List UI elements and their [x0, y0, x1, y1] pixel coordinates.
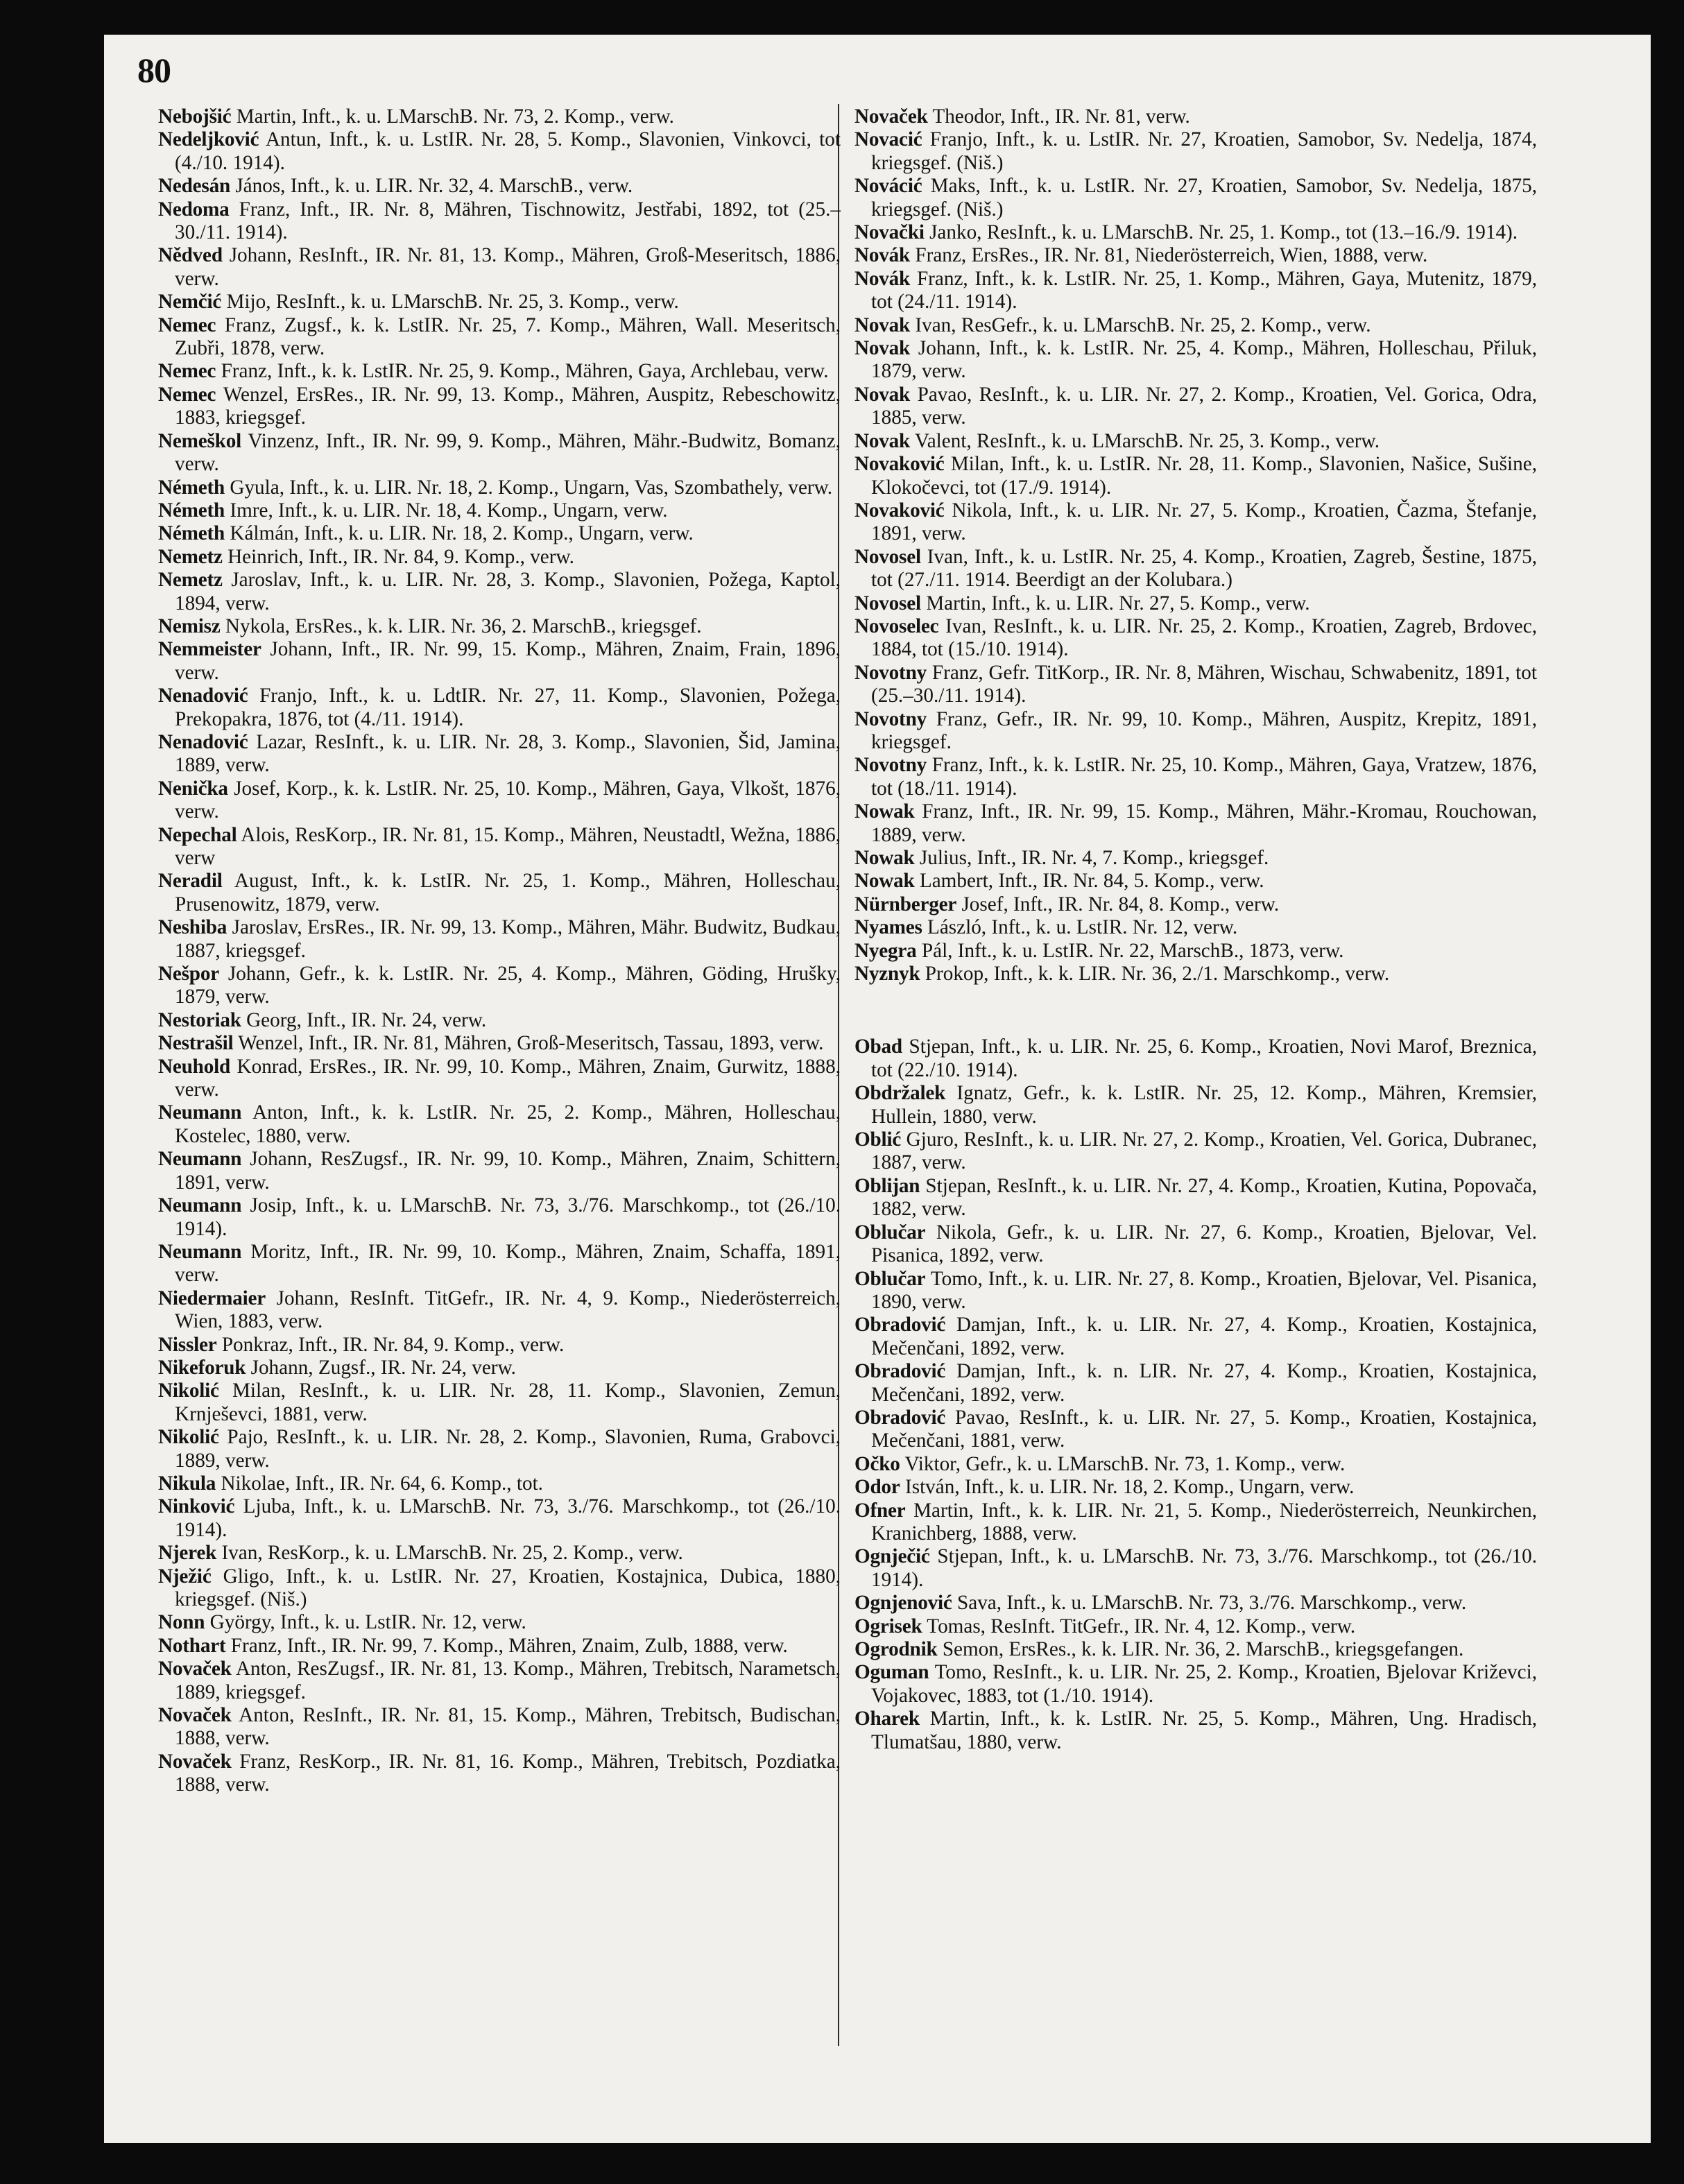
- entry-details: Stjepan, Inft., k. u. LIR. Nr. 25, 6. Komp., Kroatien, Novi Marof, Breznica, tot (22./10. 1914).: [871, 1035, 1537, 1081]
- entry-surname: Neuhold: [158, 1055, 231, 1078]
- entry-details: Nikola, Gefr., k. u. LIR. Nr. 27, 6. Komp., Kroatien, Bjelovar, Vel. Pisanica, 1892, verw.: [871, 1221, 1537, 1267]
- entry-surname: Novaković: [854, 453, 945, 476]
- entry-surname: Ninković: [158, 1495, 235, 1518]
- casualty-entry: [854, 1476, 1537, 1499]
- entry-details: Julius, Inft., IR. Nr. 4, 7. Komp., kriegsgef.: [914, 847, 1269, 869]
- entry-surname: Odor: [854, 1476, 900, 1499]
- entry-details: György, Inft., k. u. LstIR. Nr. 12, verw.: [205, 1611, 526, 1634]
- entry-surname: Neshiba: [158, 916, 227, 939]
- entry-surname: Njerek: [158, 1542, 217, 1565]
- casualty-entry: [854, 893, 1537, 916]
- casualty-entry: [158, 1704, 841, 1751]
- entry-surname: Nikula: [158, 1472, 216, 1495]
- entry-surname: Nemec: [158, 383, 216, 406]
- entry-surname: Novaček: [158, 1750, 232, 1773]
- entry-surname: Novotny: [854, 754, 927, 777]
- entry-details: Martin, Inft., k. k. LIR. Nr. 21, 5. Komp., Niederösterreich, Neunkirchen, Kranichberg, 1888, verw.: [871, 1499, 1537, 1545]
- entry-details: Sava, Inft., k. u. LMarschB. Nr. 73, 3./76. Marschkomp., verw.: [952, 1592, 1467, 1615]
- entry-details: Maks, Inft., k. u. LstIR. Nr. 27, Kroatien, Samobor, Sv. Nedelja, 1875, kriegsgef. (Niš.): [871, 175, 1537, 221]
- entry-details: Franz, ErsRes., IR. Nr. 81, Niederösterreich, Wien, 1888, verw.: [910, 244, 1428, 267]
- entry-details: Wenzel, ErsRes., IR. Nr. 99, 13. Komp., Mähren, Auspitz, Rebeschowitz, 1883, kriegsgef.: [175, 383, 841, 429]
- entry-details: Alois, ResKorp., IR. Nr. 81, 15. Komp., Mähren, Neustadtl, Wežna, 1886, verw: [175, 823, 841, 869]
- left-column: [158, 105, 841, 1797]
- entry-details: Lazar, ResInft., k. u. LIR. Nr. 28, 3. Komp., Slavonien, Šid, Jamina, 1889, verw.: [175, 730, 841, 777]
- casualty-entry: [158, 244, 841, 291]
- entry-surname: Németh: [158, 522, 225, 545]
- casualty-entry: [158, 1472, 841, 1495]
- entry-surname: Nemec: [158, 360, 216, 383]
- casualty-entry: [158, 1635, 841, 1658]
- entry-surname: Neumann: [158, 1194, 242, 1217]
- entry-surname: Nonn: [158, 1611, 205, 1634]
- entry-details: August, Inft., k. k. LstIR. Nr. 25, 1. Komp., Mähren, Holleschau, Prusenowitz, 1879, verw.: [175, 870, 841, 915]
- entry-details: Josef, Korp., k. k. LstIR. Nr. 25, 10. Komp., Mähren, Gaya, Vlkošt, 1876, verw.: [175, 777, 841, 823]
- entry-surname: Oblijan: [854, 1174, 920, 1197]
- casualty-entry: [854, 453, 1537, 499]
- entry-surname: Novak: [854, 429, 911, 452]
- casualty-entry: [158, 1334, 841, 1357]
- entry-surname: Očko: [854, 1452, 900, 1475]
- entry-surname: Nowak: [854, 870, 915, 893]
- casualty-entry: [158, 1357, 841, 1379]
- casualty-entry: [854, 1082, 1537, 1128]
- entry-details: Johann, Gefr., k. k. LstIR. Nr. 25, 4. Komp., Mähren, Göding, Hrušky, 1879, verw.: [175, 963, 841, 1008]
- entry-surname: Neumann: [158, 1148, 242, 1171]
- entry-surname: Obdržalek: [854, 1082, 946, 1105]
- casualty-entry: [158, 963, 841, 1009]
- entry-surname: Novaček: [854, 105, 928, 128]
- entry-surname: Ofner: [854, 1499, 906, 1522]
- entry-surname: Novácić: [854, 175, 922, 198]
- entry-surname: Oguman: [854, 1661, 929, 1684]
- casualty-entry: [854, 268, 1537, 314]
- entry-surname: Obad: [854, 1035, 902, 1058]
- entry-surname: Nikolić: [158, 1426, 219, 1449]
- entry-surname: Nissler: [158, 1333, 217, 1356]
- casualty-entry: [854, 1592, 1537, 1615]
- entry-details: Gligo, Inft., k. u. LstIR. Nr. 27, Kroatien, Kostajnica, Dubica, 1880, kriegsgef. (Niš.): [175, 1565, 841, 1610]
- entry-details: Franz, Inft., k. k. LstIR. Nr. 25, 9. Komp., Mähren, Gaya, Archlebau, verw.: [216, 360, 829, 383]
- casualty-entry: [854, 1128, 1537, 1175]
- casualty-entry: [854, 1360, 1537, 1407]
- entry-details: Franz, Zugsf., k. k. LstIR. Nr. 25, 7. Komp., Mähren, Wall. Meseritsch, Zubři, 1878, verw.: [175, 313, 841, 360]
- entry-details: Anton, ResInft., IR. Nr. 81, 15. Komp., Mähren, Trebitsch, Budischan, 1888, verw.: [175, 1704, 841, 1750]
- casualty-entry: [854, 1638, 1537, 1661]
- casualty-entry: [158, 615, 841, 638]
- casualty-entry: [854, 546, 1537, 592]
- casualty-entry: [854, 337, 1537, 384]
- casualty-entry: [158, 870, 841, 916]
- entry-surname: Oblić: [854, 1128, 902, 1151]
- entry-details: Anton, Inft., k. k. LstIR. Nr. 25, 2. Komp., Mähren, Holleschau, Kostelec, 1880, verw.: [175, 1101, 841, 1147]
- casualty-entry: [854, 1407, 1537, 1453]
- entry-details: Lambert, Inft., IR. Nr. 84, 5. Komp., verw.: [914, 870, 1264, 893]
- entry-surname: Neumann: [158, 1101, 242, 1124]
- casualty-entry: [854, 1268, 1537, 1314]
- entry-details: Ivan, ResGefr., k. u. LMarschB. Nr. 25, 2. Komp., verw.: [910, 313, 1371, 336]
- casualty-entry: [158, 1658, 841, 1704]
- entry-details: Moritz, Inft., IR. Nr. 99, 10. Komp., Mähren, Znaim, Schaffa, 1891, verw.: [175, 1240, 841, 1287]
- entry-details: Pajo, ResInft., k. u. LIR. Nr. 28, 2. Komp., Slavonien, Ruma, Grabovci, 1889, verw.: [175, 1426, 841, 1472]
- casualty-entry: [854, 105, 1537, 128]
- casualty-entry: [854, 128, 1537, 175]
- entry-details: Franz, Inft., k. k. LstIR. Nr. 25, 1. Komp., Mähren, Gaya, Mutenitz, 1879, tot (24./11. 1914).: [871, 267, 1537, 313]
- entry-details: Semon, ErsRes., k. k. LIR. Nr. 36, 2. MarschB., kriegsgefangen.: [937, 1638, 1464, 1660]
- entry-details: Imre, Inft., k. u. LIR. Nr. 18, 4. Komp., Ungarn, verw.: [225, 499, 668, 522]
- entry-details: Johann, Inft., IR. Nr. 99, 15. Komp., Mähren, Znaim, Frain, 1896, verw.: [175, 638, 841, 684]
- entry-surname: Ogrisek: [854, 1615, 922, 1637]
- entry-surname: Novacić: [854, 128, 922, 151]
- entry-surname: Nestrašil: [158, 1032, 234, 1055]
- casualty-entry: [158, 569, 841, 615]
- entry-details: Kálmán, Inft., k. u. LIR. Nr. 18, 2. Komp., Ungarn, verw.: [225, 522, 694, 545]
- entry-details: Franjo, Inft., k. u. LdtIR. Nr. 27, 11. Komp., Slavonien, Požega, Prekopakra, 1876, tot (4./11. 1914).: [175, 685, 841, 730]
- entry-surname: Nemčić: [158, 291, 222, 313]
- casualty-entry: [854, 662, 1537, 708]
- entry-surname: Nowak: [854, 847, 915, 869]
- entry-details: Franz, Inft., IR. Nr. 99, 15. Komp., Mähren, Mähr.-Kromau, Rouchowan, 1889, verw.: [871, 800, 1537, 846]
- casualty-entry: [158, 638, 841, 685]
- entry-surname: Nikeforuk: [158, 1356, 246, 1379]
- entry-details: Wenzel, Inft., IR. Nr. 81, Mähren, Groß-Meseritsch, Tassau, 1893, verw.: [233, 1032, 824, 1055]
- entry-surname: Novaček: [158, 1658, 232, 1680]
- entry-surname: Nenadović: [158, 730, 248, 753]
- casualty-entry: [854, 499, 1537, 546]
- entry-details: Jaroslav, ErsRes., IR. Nr. 99, 13. Komp., Mähren, Mähr. Budwitz, Budkau, 1887, kriegsgef.: [175, 916, 841, 962]
- casualty-entry: [854, 870, 1537, 893]
- casualty-entry: [158, 314, 841, 361]
- casualty-entry: [158, 1148, 841, 1194]
- casualty-entry: [158, 1009, 841, 1032]
- entry-details: Franjo, Inft., k. u. LstIR. Nr. 27, Kroatien, Samobor, Sv. Nedelja, 1874, kriegsgef. (Niš.): [871, 128, 1537, 174]
- casualty-entry: [854, 1453, 1537, 1476]
- casualty-entry: [854, 940, 1537, 963]
- entry-details: Johann, ResInft. TitGefr., IR. Nr. 4, 9. Komp., Niederösterreich, Wien, 1883, verw.: [175, 1287, 841, 1333]
- entry-details: Ponkraz, Inft., IR. Nr. 84, 9. Komp., verw.: [216, 1333, 565, 1356]
- entry-surname: Novák: [854, 267, 911, 290]
- entry-details: Damjan, Inft., k. n. LIR. Nr. 27, 4. Komp., Kroatien, Kostajnica, Mečenčani, 1892, verw.: [871, 1360, 1537, 1406]
- casualty-entry: [158, 1241, 841, 1287]
- entry-details: Prokop, Inft., k. k. LIR. Nr. 36, 2./1. Marschkomp., verw.: [920, 963, 1390, 986]
- casualty-entry: [854, 1035, 1537, 1082]
- casualty-entry: [854, 615, 1537, 662]
- entry-surname: Nešpor: [158, 963, 219, 986]
- entry-details: Pavao, ResInft., k. u. LIR. Nr. 27, 2. Komp., Kroatien, Vel. Gorica, Odra, 1885, verw.: [871, 383, 1537, 429]
- casualty-entry: [854, 1221, 1537, 1268]
- casualty-entry: [158, 1194, 841, 1241]
- entry-surname: Novosel: [854, 545, 921, 568]
- entry-details: Johann, Zugsf., IR. Nr. 24, verw.: [246, 1356, 516, 1379]
- entry-surname: Obradović: [854, 1360, 946, 1383]
- entry-details: Nikola, Inft., k. u. LIR. Nr. 27, 5. Komp., Kroatien, Čazma, Štefanje, 1891, verw.: [871, 499, 1537, 545]
- entry-details: Pavao, ResInft., k. u. LIR. Nr. 27, 5. Komp., Kroatien, Kostajnica, Mečenčani, 1881, verw.: [871, 1406, 1537, 1452]
- entry-details: Franz, Gefr. TitKorp., IR. Nr. 8, Mähren, Wischau, Schwabenitz, 1891, tot (25.–30./11. 1914).: [871, 661, 1537, 707]
- entry-details: Janko, ResInft., k. u. LMarschB. Nr. 25, 1. Komp., tot (13.–16./9. 1914).: [924, 221, 1518, 244]
- entry-surname: Nemmeister: [158, 638, 261, 661]
- entry-details: Stjepan, ResInft., k. u. LIR. Nr. 27, 4. Komp., Kroatien, Kutina, Popovača, 1882, verw.: [871, 1174, 1537, 1221]
- casualty-entry: [854, 916, 1537, 939]
- entry-surname: Niedermaier: [158, 1287, 266, 1309]
- entry-surname: Nědved: [158, 244, 223, 267]
- entry-details: Franz, Inft., IR. Nr. 8, Mähren, Tischnowitz, Jestřabi, 1892, tot (25.–30./11. 1914).: [175, 198, 841, 244]
- entry-surname: Nebojšić: [158, 105, 232, 128]
- entry-details: Tomo, Inft., k. u. LIR. Nr. 27, 8. Komp., Kroatien, Bjelovar, Vel. Pisanica, 1890, verw.: [871, 1267, 1537, 1313]
- entry-surname: Ognjenović: [854, 1592, 952, 1615]
- entry-details: Viktor, Gefr., k. u. LMarschB. Nr. 73, 1. Komp., verw.: [900, 1452, 1346, 1475]
- entry-surname: Novaković: [854, 499, 945, 522]
- entry-details: Anton, ResZugsf., IR. Nr. 81, 13. Komp., Mähren, Trebitsch, Narametsch, 1889, kriegsgef.: [175, 1658, 841, 1703]
- entry-details: Konrad, ErsRes., IR. Nr. 99, 10. Komp., Mähren, Znaim, Gurwitz, 1888, verw.: [175, 1055, 841, 1101]
- entry-details: Johann, ResInft., IR. Nr. 81, 13. Komp., Mähren, Groß-Meseritsch, 1886, verw.: [175, 244, 841, 290]
- entry-details: Josip, Inft., k. u. LMarschB. Nr. 73, 3./76. Marschkomp., tot (26./10. 1914).: [175, 1194, 841, 1240]
- entry-surname: Nürnberger: [854, 893, 957, 915]
- entry-surname: Novák: [854, 244, 911, 267]
- entry-surname: Nepechal: [158, 823, 237, 846]
- entry-details: Martin, Inft., k. k. LstIR. Nr. 25, 5. Komp., Mähren, Ung. Hradisch, Tlumatšau, 1880, verw.: [871, 1708, 1537, 1753]
- casualty-entry: [158, 476, 841, 499]
- entry-surname: Nemisz: [158, 614, 221, 637]
- entry-details: István, Inft., k. u. LIR. Nr. 18, 2. Komp., Ungarn, verw.: [900, 1476, 1355, 1499]
- entry-surname: Nedoma: [158, 198, 230, 221]
- entry-surname: Nyegra: [854, 939, 917, 962]
- casualty-entry: [854, 1708, 1537, 1754]
- entry-surname: Neumann: [158, 1240, 242, 1263]
- entry-details: László, Inft., k. u. LstIR. Nr. 12, verw.: [922, 916, 1238, 939]
- casualty-entry: [854, 592, 1537, 615]
- entry-details: Stjepan, Inft., k. u. LMarschB. Nr. 73, 3./76. Marschkomp., tot (26./10. 1914).: [871, 1545, 1537, 1591]
- casualty-entry: [854, 754, 1537, 800]
- entry-surname: Obradović: [854, 1406, 946, 1429]
- section-gap: [854, 986, 1537, 1035]
- casualty-entry: [158, 1426, 841, 1472]
- right-column: [854, 105, 1537, 1754]
- entry-surname: Nedesán: [158, 175, 231, 198]
- entry-surname: Nenadović: [158, 685, 248, 707]
- casualty-entry: [158, 685, 841, 731]
- entry-details: Franz, Gefr., IR. Nr. 99, 10. Komp., Mähren, Auspitz, Krepitz, 1891, kriegsgef.: [871, 707, 1537, 753]
- entry-surname: Novotny: [854, 661, 927, 684]
- entry-surname: Nenička: [158, 777, 228, 800]
- casualty-entry: [158, 384, 841, 430]
- casualty-entry: [158, 1495, 841, 1542]
- entry-surname: Novak: [854, 383, 911, 406]
- entry-details: Heinrich, Inft., IR. Nr. 84, 9. Komp., verw.: [222, 545, 574, 568]
- entry-details: Damjan, Inft., k. u. LIR. Nr. 27, 4. Komp., Kroatien, Kostajnica, Mečenčani, 1892, verw.: [871, 1314, 1537, 1359]
- entry-details: Pál, Inft., k. u. LstIR. Nr. 22, MarschB., 1873, verw.: [916, 939, 1344, 962]
- entry-details: Martin, Inft., k. u. LMarschB. Nr. 73, 2. Komp., verw.: [231, 105, 674, 128]
- casualty-entry: [158, 731, 841, 777]
- entry-surname: Ognječić: [854, 1545, 930, 1568]
- casualty-entry: [158, 1032, 841, 1055]
- entry-details: Nikolae, Inft., IR. Nr. 64, 6. Komp., tot.: [216, 1472, 543, 1495]
- casualty-entry: [158, 1379, 841, 1426]
- entry-details: Theodor, Inft., IR. Nr. 81, verw.: [927, 105, 1190, 128]
- entry-details: Jaroslav, Inft., k. u. LIR. Nr. 28, 3. Komp., Slavonien, Požega, Kaptol, 1894, verw.: [175, 569, 841, 614]
- casualty-entry: [854, 221, 1537, 244]
- casualty-entry: [158, 128, 841, 175]
- entry-surname: Oharek: [854, 1708, 920, 1730]
- entry-surname: Novački: [854, 221, 925, 244]
- entry-surname: Nemetz: [158, 569, 223, 592]
- entry-details: Tomas, ResInft. TitGefr., IR. Nr. 4, 12. Komp., verw.: [922, 1615, 1356, 1637]
- casualty-entry: [158, 198, 841, 245]
- casualty-entry: [854, 1499, 1537, 1546]
- entry-details: Antun, Inft., k. u. LstIR. Nr. 28, 5. Komp., Slavonien, Vinkovci, tot (4./10. 1914).: [175, 128, 841, 174]
- casualty-entry: [854, 847, 1537, 870]
- entry-details: Nykola, ErsRes., k. k. LIR. Nr. 36, 2. MarschB., kriegsgef.: [220, 614, 702, 637]
- casualty-entry: [158, 546, 841, 569]
- entry-surname: Nikolić: [158, 1379, 219, 1402]
- casualty-entry: [854, 963, 1537, 986]
- entry-details: János, Inft., k. u. LIR. Nr. 32, 4. MarschB., verw.: [230, 175, 633, 198]
- casualty-entry: [854, 314, 1537, 337]
- entry-surname: Nestoriak: [158, 1008, 241, 1031]
- entry-surname: Nemeškol: [158, 429, 241, 452]
- entry-details: Ivan, Inft., k. u. LstIR. Nr. 25, 4. Komp., Kroatien, Zagreb, Šestine, 1875, tot (27./11. 1914. Beerdigt an der Kolubara.): [871, 545, 1537, 592]
- casualty-entry: [854, 1661, 1537, 1708]
- casualty-entry: [854, 175, 1537, 221]
- entry-details: Milan, Inft., k. u. LstIR. Nr. 28, 11. Komp., Slavonien, Našice, Sušine, Klokočevci, tot (17./9. 1914).: [871, 453, 1537, 499]
- casualty-entry: [854, 430, 1537, 453]
- entry-details: Johann, Inft., k. k. LstIR. Nr. 25, 4. Komp., Mähren, Holleschau, Přiluk, 1879, verw.: [871, 337, 1537, 383]
- casualty-entry: [158, 105, 841, 128]
- entry-details: Josef, Inft., IR. Nr. 84, 8. Komp., verw.: [956, 893, 1280, 915]
- entry-surname: Nježić: [158, 1565, 212, 1588]
- casualty-entry: [158, 824, 841, 870]
- entry-surname: Nemec: [158, 313, 216, 336]
- entry-details: Franz, ResKorp., IR. Nr. 81, 16. Komp., Mähren, Trebitsch, Pozdiatka, 1888, verw.: [175, 1750, 841, 1796]
- casualty-entry: [158, 777, 841, 824]
- entry-surname: Németh: [158, 476, 225, 499]
- entry-surname: Nothart: [158, 1634, 226, 1657]
- casualty-entry: [158, 916, 841, 963]
- casualty-entry: [854, 1314, 1537, 1360]
- entry-surname: Nemetz: [158, 545, 223, 568]
- entry-surname: Nedeljković: [158, 128, 259, 151]
- entry-surname: Oblučar: [854, 1221, 926, 1244]
- casualty-entry: [158, 175, 841, 198]
- right-column-n-entries: [854, 105, 1537, 986]
- casualty-entry: [158, 1101, 841, 1148]
- entry-details: Tomo, ResInft., k. u. LIR. Nr. 25, 2. Komp., Kroatien, Bjelovar Križevci, Vojakovec, 1883, tot (1./10. 1914).: [871, 1661, 1537, 1707]
- casualty-entry: [854, 244, 1537, 267]
- right-column-o-entries: [854, 1035, 1537, 1754]
- entry-surname: Novoselec: [854, 614, 939, 637]
- entry-surname: Novak: [854, 337, 911, 360]
- entry-details: Franz, Inft., k. k. LstIR. Nr. 25, 10. Komp., Mähren, Gaya, Vratzew, 1876, tot (18./11. 1914).: [871, 754, 1537, 800]
- entry-details: Ljuba, Inft., k. u. LMarschB. Nr. 73, 3./76. Marschkomp., tot (26./10. 1914).: [175, 1495, 841, 1541]
- casualty-entry: [158, 1056, 841, 1102]
- casualty-entry: [158, 291, 841, 313]
- casualty-entry: [158, 1611, 841, 1634]
- casualty-entry: [854, 1615, 1537, 1638]
- casualty-entry: [158, 1542, 841, 1565]
- page-number: 80: [137, 51, 171, 89]
- casualty-entry: [854, 1175, 1537, 1221]
- entry-details: Vinzenz, Inft., IR. Nr. 99, 9. Komp., Mähren, Mähr.-Budwitz, Bomanz, verw.: [175, 429, 841, 476]
- entry-details: Georg, Inft., IR. Nr. 24, verw.: [241, 1008, 487, 1031]
- casualty-entry: [158, 1565, 841, 1612]
- casualty-entry: [158, 1751, 841, 1797]
- entry-surname: Novotny: [854, 707, 927, 730]
- entry-details: Johann, ResZugsf., IR. Nr. 99, 10. Komp., Mähren, Znaim, Schittern, 1891, verw.: [175, 1148, 841, 1194]
- entry-details: Franz, Inft., IR. Nr. 99, 7. Komp., Mähren, Znaim, Zulb, 1888, verw.: [225, 1634, 788, 1657]
- entry-surname: Nowak: [854, 800, 915, 823]
- casualty-entry: [158, 430, 841, 476]
- entry-details: Gjuro, ResInft., k. u. LIR. Nr. 27, 2. Komp., Kroatien, Vel. Gorica, Dubranec, 1887, verw.: [871, 1128, 1537, 1174]
- casualty-entry: [158, 360, 841, 383]
- casualty-entry: [158, 1287, 841, 1334]
- entry-surname: Oblučar: [854, 1267, 926, 1290]
- entry-surname: Nyames: [854, 916, 922, 939]
- entry-details: Ignatz, Gefr., k. k. LstIR. Nr. 25, 12. Komp., Mähren, Kremsier, Hullein, 1880, verw.: [871, 1082, 1537, 1128]
- entry-details: Milan, ResInft., k. u. LIR. Nr. 28, 11. Komp., Slavonien, Zemun, Krnješevci, 1881, verw.: [175, 1379, 841, 1425]
- entry-surname: Obradović: [854, 1314, 946, 1336]
- entry-details: Ivan, ResInft., k. u. LIR. Nr. 25, 2. Komp., Kroatien, Zagreb, Brdovec, 1884, tot (15./10. 1914).: [871, 614, 1537, 661]
- casualty-entry: [854, 384, 1537, 430]
- casualty-entry: [854, 708, 1537, 755]
- entry-details: Martin, Inft., k. u. LIR. Nr. 27, 5. Komp., verw.: [920, 592, 1310, 614]
- casualty-entry: [854, 800, 1537, 847]
- entry-surname: Neradil: [158, 870, 223, 893]
- entry-details: Mijo, ResInft., k. u. LMarschB. Nr. 25, 3. Komp., verw.: [221, 291, 679, 313]
- entry-details: Gyula, Inft., k. u. LIR. Nr. 18, 2. Komp., Ungarn, Vas, Szombathely, verw.: [225, 476, 833, 499]
- entry-details: Valent, ResInft., k. u. LMarschB. Nr. 25, 3. Komp., verw.: [910, 429, 1380, 452]
- entry-surname: Novak: [854, 313, 911, 336]
- casualty-entry: [158, 522, 841, 545]
- entry-surname: Ogrodnik: [854, 1638, 938, 1660]
- casualty-entry: [854, 1545, 1537, 1592]
- entry-surname: Novosel: [854, 592, 921, 614]
- entry-surname: Nyznyk: [854, 963, 920, 986]
- casualty-entry: [158, 499, 841, 522]
- entry-surname: Németh: [158, 499, 225, 522]
- entry-surname: Novaček: [158, 1704, 232, 1727]
- entry-details: Ivan, ResKorp., k. u. LMarschB. Nr. 25, 2. Komp., verw.: [216, 1542, 683, 1565]
